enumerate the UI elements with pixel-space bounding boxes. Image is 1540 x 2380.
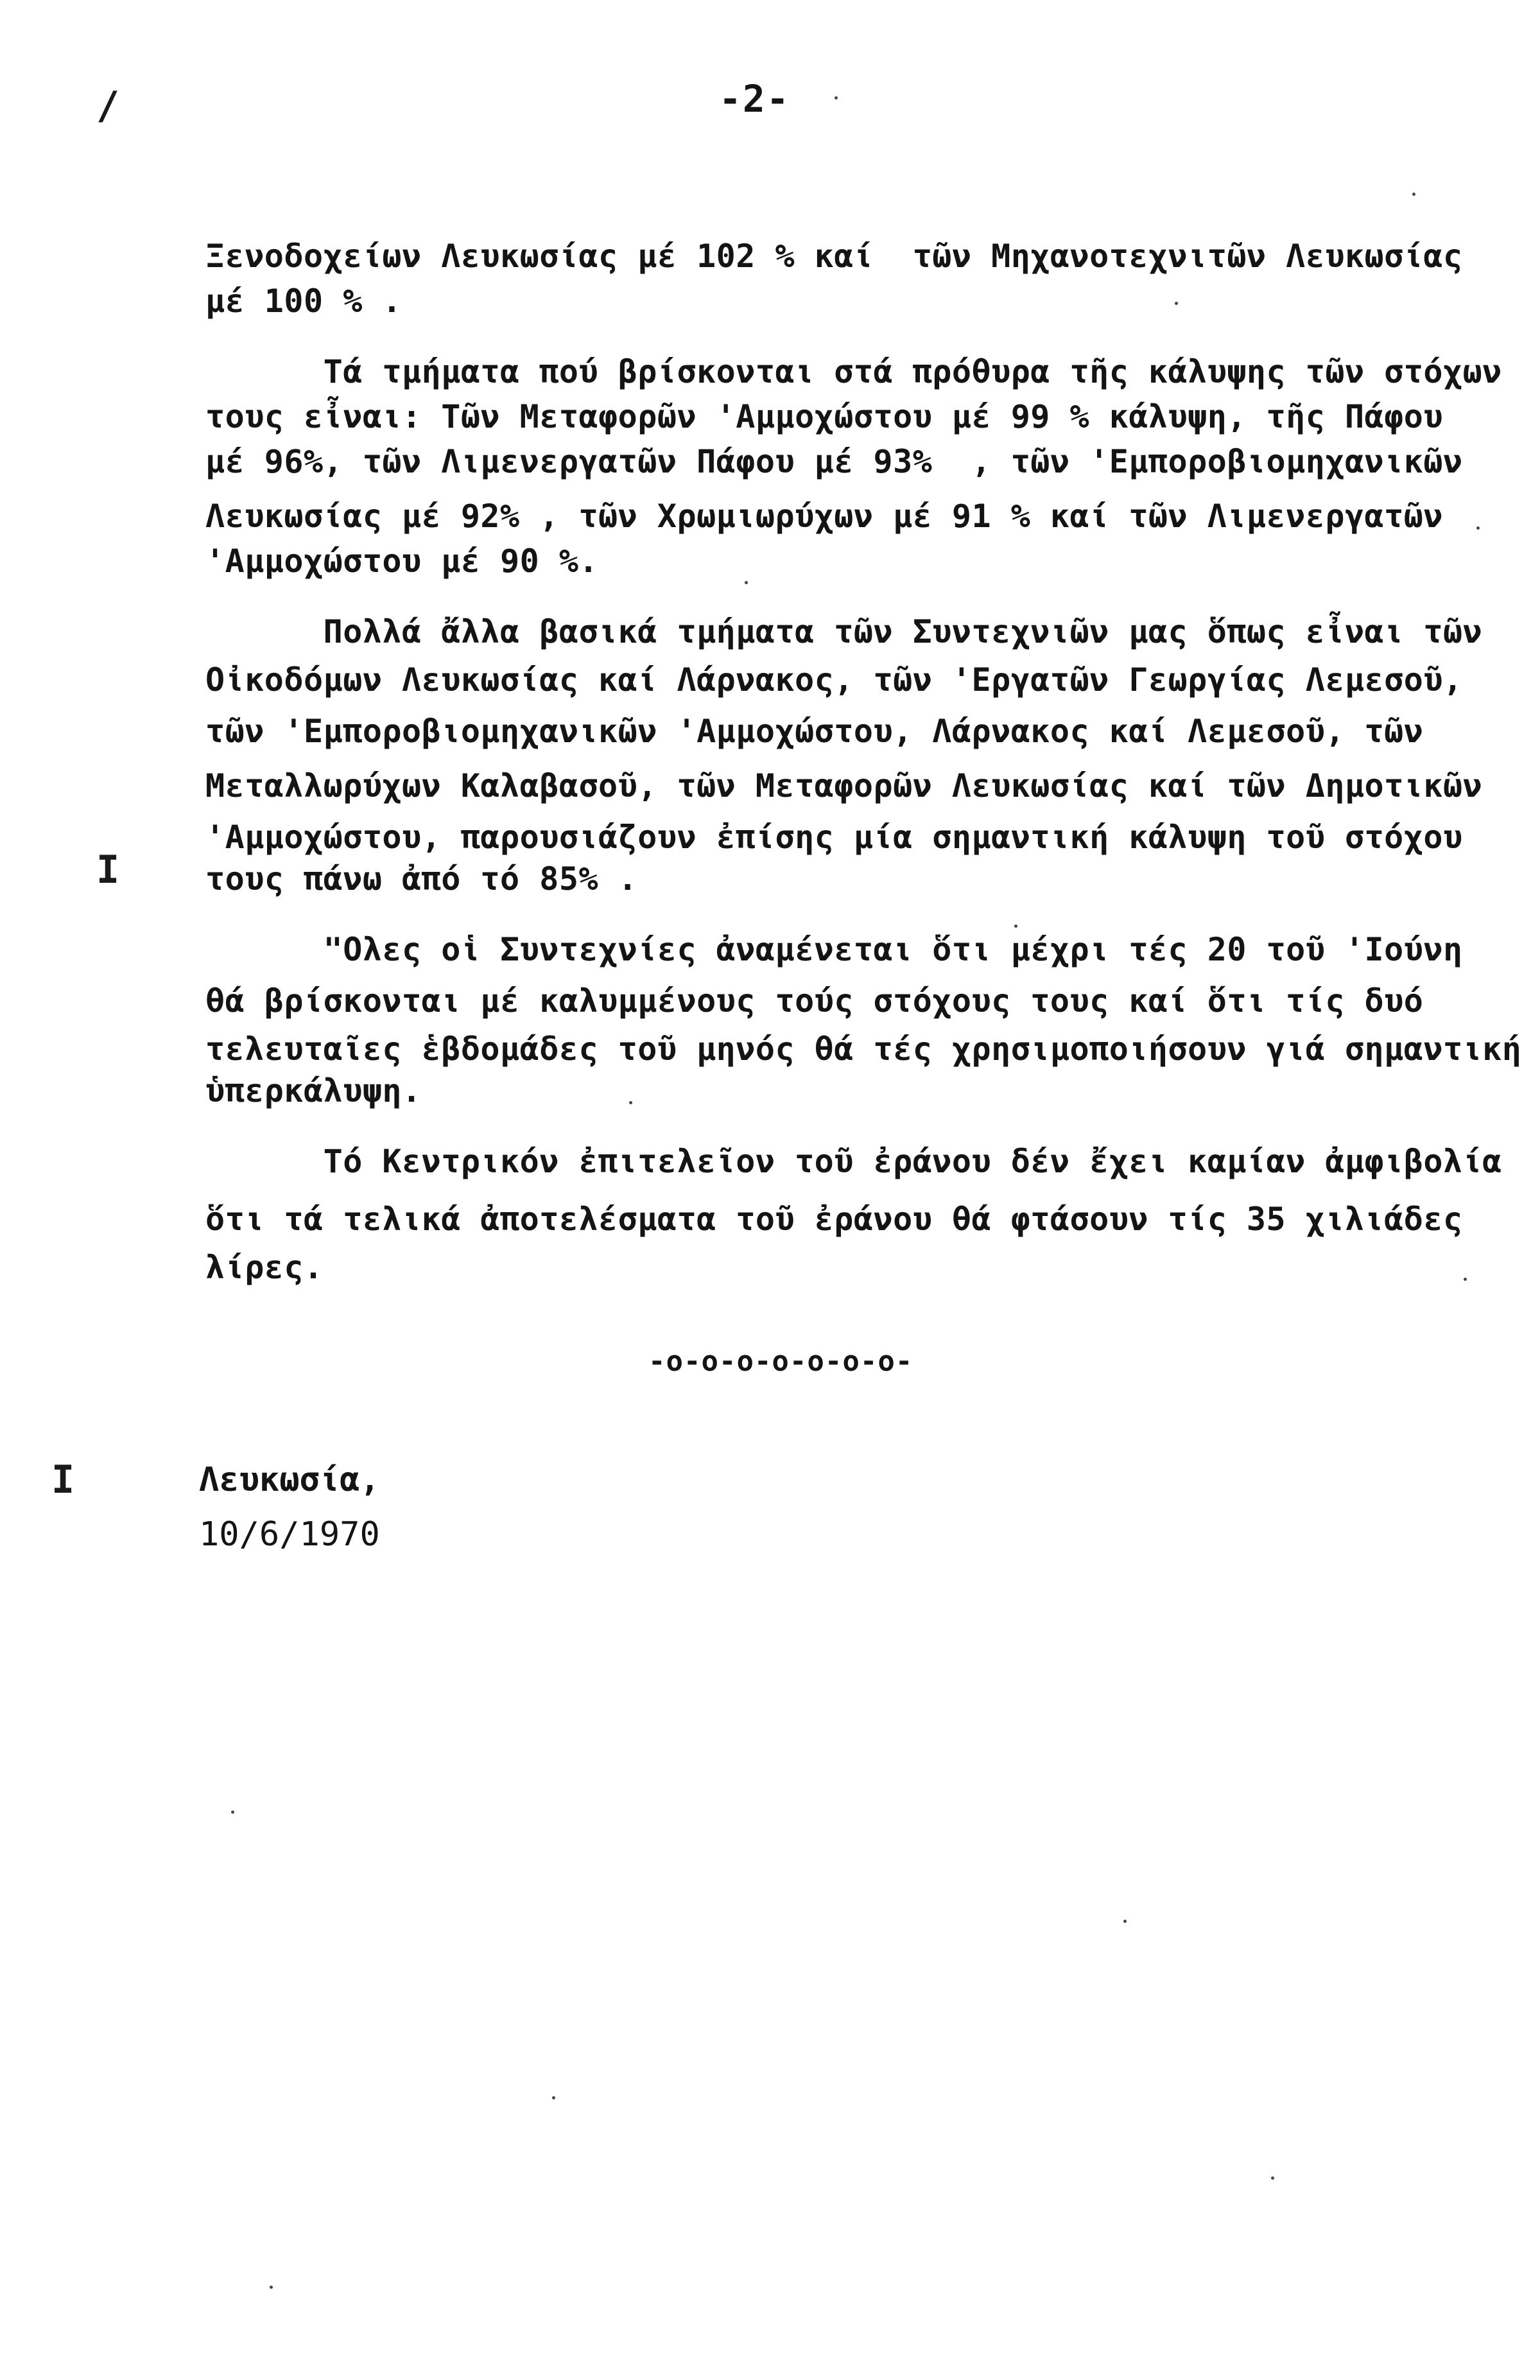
scan-speck [1014, 925, 1017, 928]
body-line: Μεταλλωρύχων Καλαβασοῦ, τῶν Μεταφορῶν Λευκωσίας καί τῶν Δημοτικῶν [205, 767, 1483, 804]
body-line: "Ολες οἱ Συντεχνίες ἀναμένεται ὅτι μέχρι τές 20 τοῦ 'Ιούνη [205, 931, 1463, 968]
scan-speck [1412, 193, 1415, 196]
body-line: Τά τμήματα πού βρίσκονται στά πρόθυρα τῆς κάλυψης τῶν στόχων [205, 353, 1502, 390]
body-line: θά βρίσκονται μέ καλυμμένους τούς στόχους τους καί ὅτι τίς δυό [205, 982, 1424, 1020]
body-line: λίρες. [205, 1249, 324, 1286]
section-separator: -o-o-o-o-o-o-o- [648, 1345, 913, 1378]
signature-place: Λευκωσία, [199, 1461, 380, 1499]
body-line: 'Αμμοχώστου μέ 90 %. [205, 543, 599, 580]
body-line: μέ 96%, τῶν Λιμενεργατῶν Πάφου μέ 93% , τῶν 'Εμποροβιομηχανικῶν [205, 443, 1463, 480]
scan-speck [1271, 2176, 1274, 2180]
body-line: Ξενοδοχείων Λευκωσίας μέ 102 % καί τῶν Μηχανοτεχνιτῶν Λευκωσίας [205, 238, 1463, 275]
scan-speck [1476, 526, 1480, 530]
body-line: τους εἶναι: Τῶν Μεταφορῶν 'Αμμοχώστου μέ 99 % κάλυψη, τῆς Πάφου [205, 398, 1443, 435]
page-number: -2- [719, 77, 790, 121]
scan-speck [835, 96, 838, 100]
margin-mark: I [51, 1457, 75, 1502]
margin-mark: I [96, 847, 120, 892]
body-line: μέ 100 % . [205, 282, 402, 320]
scan-speck [552, 2096, 555, 2099]
scan-speck [745, 581, 748, 584]
body-line: Τό Κεντρικόν ἐπιτελεῖον τοῦ ἐράνου δέν ἔχει καμίαν ἀμφιβολία [205, 1143, 1502, 1180]
scan-speck [231, 1811, 234, 1814]
scan-speck [629, 1101, 632, 1104]
body-line: Πολλά ἄλλα βασικά τμήματα τῶν Συντεχνιῶν μας ὅπως εἶναι τῶν [205, 613, 1483, 650]
margin-mark: / [96, 83, 120, 128]
body-line: 'Αμμοχώστου, παρουσιάζουν ἐπίσης μία σημαντική κάλυψη τοῦ στόχου [205, 819, 1463, 856]
scan-speck [270, 2286, 273, 2289]
body-line: Οἰκοδόμων Λευκωσίας καί Λάρνακος, τῶν 'Εργατῶν Γεωργίας Λεμεσοῦ, [205, 661, 1463, 699]
scan-speck [1123, 1920, 1127, 1923]
body-line: ὅτι τά τελικά ἀποτελέσματα τοῦ ἐράνου θά φτάσουν τίς 35 χιλιάδες [205, 1201, 1463, 1238]
scan-speck [1175, 302, 1178, 305]
body-line: τῶν 'Εμποροβιομηχανικῶν 'Αμμοχώστου, Λάρνακος καί Λεμεσοῦ, τῶν [205, 713, 1424, 750]
body-line: ὑπερκάλυψη. [205, 1072, 422, 1109]
body-line: Λευκωσίας μέ 92% , τῶν Χρωμιωρύχων μέ 91 % καί τῶν Λιμενεργατῶν [205, 498, 1443, 535]
scan-speck [1464, 1278, 1467, 1281]
signature-date: 10/6/1970 [199, 1515, 380, 1554]
body-line: τελευταῖες ἑβδομάδες τοῦ μηνός θά τές χρησιμοποιήσουν γιά σημαντική [205, 1030, 1522, 1068]
body-line: τους πάνω ἀπό τό 85% . [205, 860, 638, 898]
